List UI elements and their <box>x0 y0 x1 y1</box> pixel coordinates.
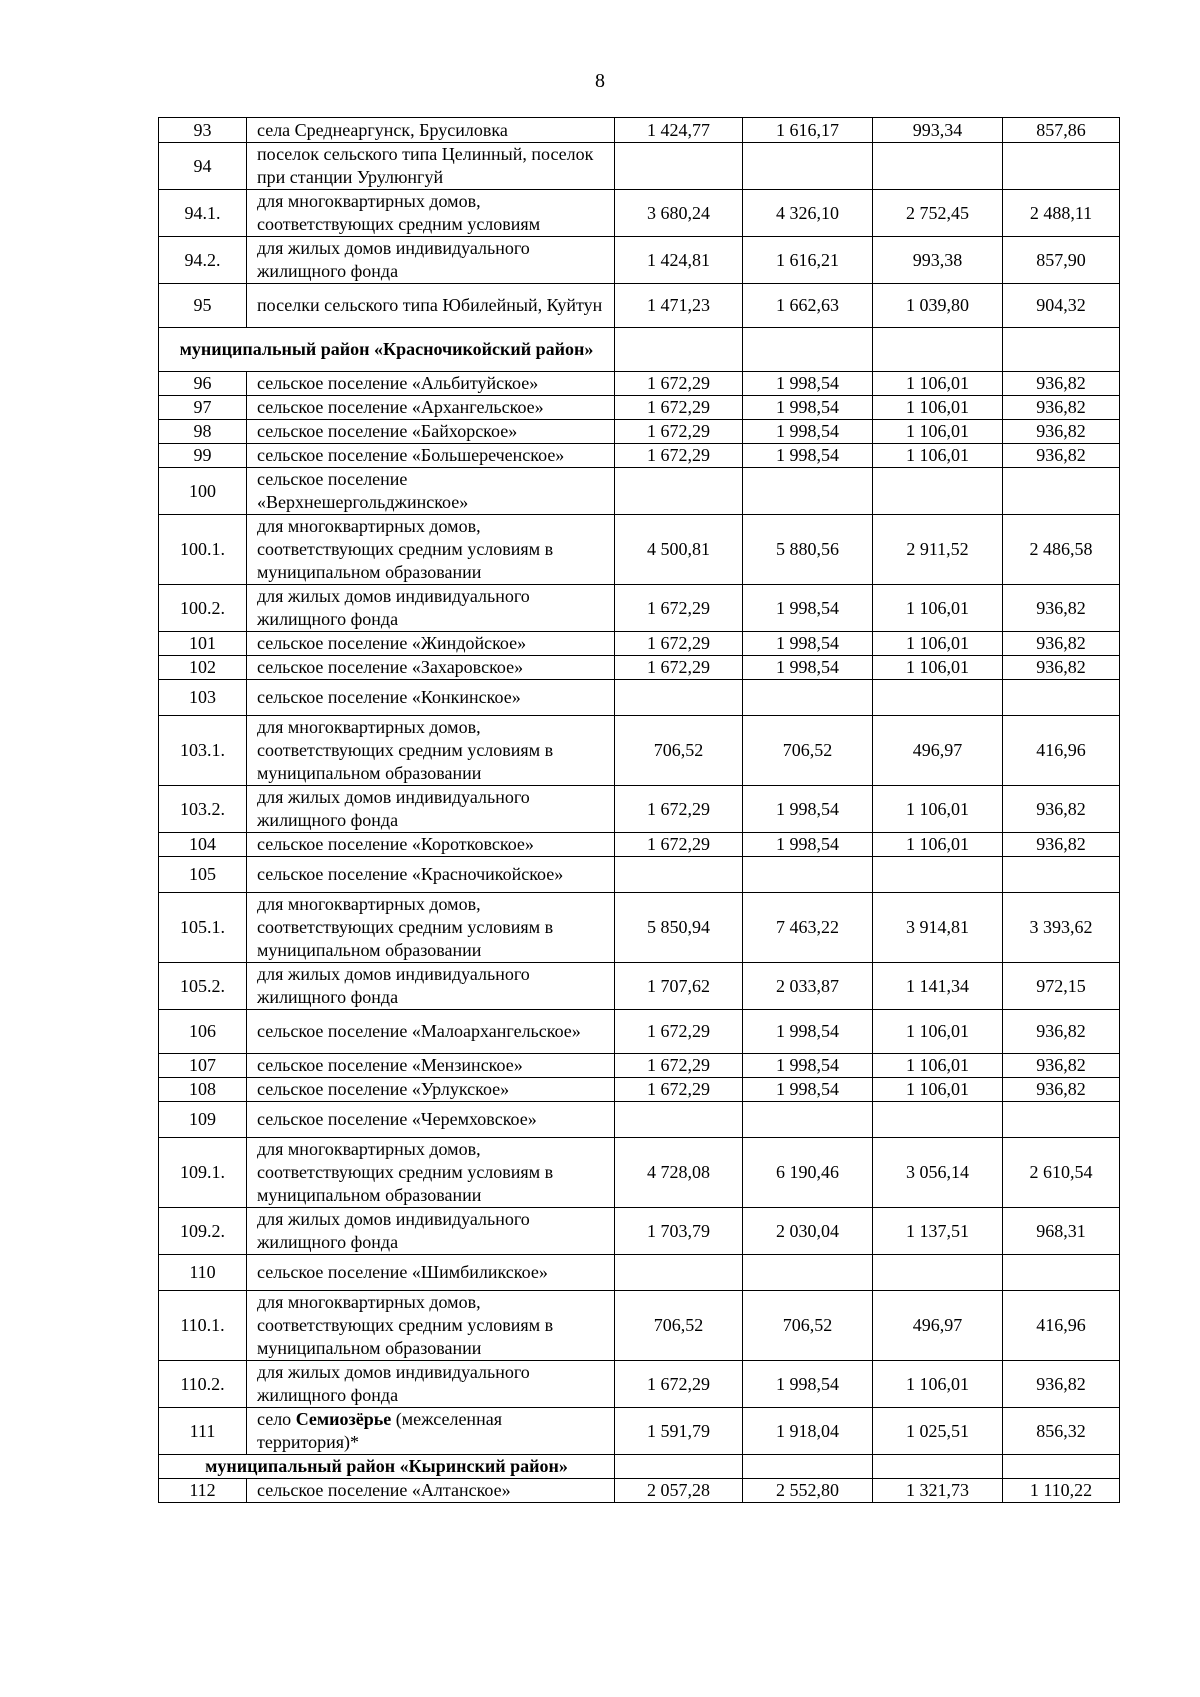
row-number: 109 <box>159 1102 247 1138</box>
table-row <box>159 444 1120 468</box>
value-cell: 1 106,01 <box>873 1054 1003 1078</box>
row-number: 100.1. <box>159 515 247 585</box>
value-cell: 1 998,54 <box>743 585 873 632</box>
value-cell: 706,52 <box>743 1291 873 1361</box>
row-number: 101 <box>159 632 247 656</box>
value-cell: 1 672,29 <box>615 1010 743 1054</box>
value-cell: 1 424,81 <box>615 237 743 284</box>
value-cell: 3 056,14 <box>873 1138 1003 1208</box>
value-cell: 1 998,54 <box>743 632 873 656</box>
table-row <box>159 1138 1120 1208</box>
value-cell: 1 471,23 <box>615 284 743 328</box>
value-cell <box>615 857 743 893</box>
settlement-name: для многоквартирных домов, соответствующих средним условиям <box>247 190 615 237</box>
district-heading: муниципальный район «Красночикойский район» <box>159 328 615 372</box>
row-number: 109.2. <box>159 1208 247 1255</box>
value-cell: 1 672,29 <box>615 1078 743 1102</box>
row-number: 105.1. <box>159 893 247 963</box>
settlement-name: сельское поселение «Малоархангельское» <box>247 1010 615 1054</box>
empty-cell <box>1003 1455 1120 1479</box>
settlement-name: для жилых домов индивидуального жилищного фонда <box>247 1208 615 1255</box>
settlement-name: поселок сельского типа Целинный, поселок при станции Урулюнгуй <box>247 143 615 190</box>
value-cell <box>1003 143 1120 190</box>
settlement-name: для жилых домов индивидуального жилищного фонда <box>247 585 615 632</box>
value-cell: 2 552,80 <box>743 1479 873 1503</box>
value-cell: 1 998,54 <box>743 396 873 420</box>
table-row <box>159 284 1120 328</box>
name-suffix: (межселенная территория)* <box>257 1409 502 1452</box>
row-number: 110 <box>159 1255 247 1291</box>
value-cell: 416,96 <box>1003 1291 1120 1361</box>
settlement-name: сельское поселение «Байхорское» <box>247 420 615 444</box>
row-number: 112 <box>159 1479 247 1503</box>
settlement-name: сельское поселение «Коротковское» <box>247 833 615 857</box>
value-cell: 856,32 <box>1003 1408 1120 1455</box>
value-cell <box>1003 1102 1120 1138</box>
value-cell: 1 672,29 <box>615 396 743 420</box>
value-cell: 5 850,94 <box>615 893 743 963</box>
value-cell: 936,82 <box>1003 585 1120 632</box>
value-cell: 936,82 <box>1003 372 1120 396</box>
value-cell: 3 393,62 <box>1003 893 1120 963</box>
value-cell: 972,15 <box>1003 963 1120 1010</box>
value-cell: 1 106,01 <box>873 632 1003 656</box>
value-cell: 2 752,45 <box>873 190 1003 237</box>
table-row <box>159 893 1120 963</box>
settlement-name: сельское поселение «Большереченское» <box>247 444 615 468</box>
value-cell: 1 672,29 <box>615 656 743 680</box>
value-cell: 936,82 <box>1003 786 1120 833</box>
value-cell: 936,82 <box>1003 1010 1120 1054</box>
empty-cell <box>743 1455 873 1479</box>
value-cell <box>873 857 1003 893</box>
value-cell <box>615 680 743 716</box>
value-cell: 1 672,29 <box>615 585 743 632</box>
row-number: 103 <box>159 680 247 716</box>
value-cell: 1 672,29 <box>615 372 743 396</box>
row-number: 104 <box>159 833 247 857</box>
value-cell: 2 486,58 <box>1003 515 1120 585</box>
value-cell: 968,31 <box>1003 1208 1120 1255</box>
value-cell: 1 321,73 <box>873 1479 1003 1503</box>
value-cell: 1 672,29 <box>615 420 743 444</box>
value-cell: 936,82 <box>1003 1078 1120 1102</box>
table-row <box>159 585 1120 632</box>
empty-cell <box>873 328 1003 372</box>
tariff-table <box>158 117 1120 1503</box>
table-row <box>159 372 1120 396</box>
row-number: 103.1. <box>159 716 247 786</box>
settlement-name: для жилых домов индивидуального жилищного фонда <box>247 963 615 1010</box>
table-row <box>159 396 1120 420</box>
table-row <box>159 1361 1120 1408</box>
value-cell <box>1003 468 1120 515</box>
table-row <box>159 632 1120 656</box>
value-cell: 2 911,52 <box>873 515 1003 585</box>
value-cell: 2 488,11 <box>1003 190 1120 237</box>
value-cell: 4 326,10 <box>743 190 873 237</box>
value-cell: 416,96 <box>1003 716 1120 786</box>
district-heading: муниципальный район «Кыринский район» <box>159 1455 615 1479</box>
value-cell: 1 141,34 <box>873 963 1003 1010</box>
table-row <box>159 237 1120 284</box>
value-cell: 1 110,22 <box>1003 1479 1120 1503</box>
settlement-name: села Среднеаргунск, Брусиловка <box>247 118 615 143</box>
value-cell: 1 616,21 <box>743 237 873 284</box>
value-cell: 1 106,01 <box>873 1361 1003 1408</box>
value-cell: 936,82 <box>1003 1054 1120 1078</box>
value-cell: 1 918,04 <box>743 1408 873 1455</box>
value-cell <box>615 1255 743 1291</box>
value-cell: 1 106,01 <box>873 1078 1003 1102</box>
value-cell: 1 106,01 <box>873 444 1003 468</box>
row-number: 109.1. <box>159 1138 247 1208</box>
row-number: 102 <box>159 656 247 680</box>
row-number: 95 <box>159 284 247 328</box>
row-number: 106 <box>159 1010 247 1054</box>
row-number: 107 <box>159 1054 247 1078</box>
value-cell: 1 998,54 <box>743 372 873 396</box>
row-number: 98 <box>159 420 247 444</box>
settlement-name: для многоквартирных домов, соответствующих средним условиям в муниципальном образовании <box>247 1138 615 1208</box>
table-row <box>159 1291 1120 1361</box>
row-number: 110.2. <box>159 1361 247 1408</box>
empty-cell <box>873 1455 1003 1479</box>
settlement-name <box>247 1408 615 1455</box>
row-number: 97 <box>159 396 247 420</box>
table-row <box>159 1054 1120 1078</box>
value-cell <box>873 143 1003 190</box>
value-cell: 496,97 <box>873 716 1003 786</box>
settlement-name: сельское поселение «Захаровское» <box>247 656 615 680</box>
value-cell: 1 703,79 <box>615 1208 743 1255</box>
value-cell: 993,34 <box>873 118 1003 143</box>
value-cell: 1 662,63 <box>743 284 873 328</box>
settlement-name: для многоквартирных домов, соответствующих средним условиям в муниципальном образовании <box>247 515 615 585</box>
table-row <box>159 420 1120 444</box>
table-row <box>159 857 1120 893</box>
value-cell: 4 728,08 <box>615 1138 743 1208</box>
empty-cell <box>743 328 873 372</box>
value-cell: 936,82 <box>1003 396 1120 420</box>
row-number: 93 <box>159 118 247 143</box>
value-cell <box>873 1255 1003 1291</box>
value-cell: 1 672,29 <box>615 833 743 857</box>
value-cell: 1 106,01 <box>873 396 1003 420</box>
table-row <box>159 190 1120 237</box>
table-row <box>159 680 1120 716</box>
value-cell <box>615 468 743 515</box>
empty-cell <box>615 328 743 372</box>
name-bold: Семиозёрье <box>295 1409 392 1429</box>
value-cell: 1 998,54 <box>743 656 873 680</box>
value-cell: 2 057,28 <box>615 1479 743 1503</box>
settlement-name: для жилых домов индивидуального жилищного фонда <box>247 1361 615 1408</box>
section-header-row <box>159 328 1120 372</box>
value-cell: 706,52 <box>743 716 873 786</box>
table-row <box>159 1010 1120 1054</box>
value-cell: 1 039,80 <box>873 284 1003 328</box>
row-number: 103.2. <box>159 786 247 833</box>
value-cell: 1 137,51 <box>873 1208 1003 1255</box>
row-number: 94 <box>159 143 247 190</box>
value-cell <box>873 680 1003 716</box>
value-cell: 1 106,01 <box>873 420 1003 444</box>
table-row <box>159 515 1120 585</box>
value-cell: 1 672,29 <box>615 786 743 833</box>
value-cell: 857,90 <box>1003 237 1120 284</box>
settlement-name: сельское поселение «Алтанское» <box>247 1479 615 1503</box>
value-cell: 5 880,56 <box>743 515 873 585</box>
value-cell: 1 106,01 <box>873 585 1003 632</box>
value-cell: 857,86 <box>1003 118 1120 143</box>
table-row <box>159 656 1120 680</box>
value-cell: 1 998,54 <box>743 444 873 468</box>
value-cell: 936,82 <box>1003 444 1120 468</box>
value-cell: 2 030,04 <box>743 1208 873 1255</box>
settlement-name: сельское поселение «Архангельское» <box>247 396 615 420</box>
value-cell <box>743 1255 873 1291</box>
table-row <box>159 833 1120 857</box>
row-number: 94.1. <box>159 190 247 237</box>
value-cell: 1 672,29 <box>615 632 743 656</box>
row-number: 110.1. <box>159 1291 247 1361</box>
table-row <box>159 1255 1120 1291</box>
value-cell: 1 106,01 <box>873 1010 1003 1054</box>
value-cell <box>743 857 873 893</box>
value-cell: 1 672,29 <box>615 1361 743 1408</box>
value-cell: 1 591,79 <box>615 1408 743 1455</box>
value-cell: 904,32 <box>1003 284 1120 328</box>
value-cell: 7 463,22 <box>743 893 873 963</box>
table-row <box>159 143 1120 190</box>
row-number: 100 <box>159 468 247 515</box>
value-cell: 1 998,54 <box>743 1010 873 1054</box>
table-row <box>159 468 1120 515</box>
value-cell: 2 610,54 <box>1003 1138 1120 1208</box>
row-number: 96 <box>159 372 247 396</box>
settlement-name: для многоквартирных домов, соответствующих средним условиям в муниципальном образовании <box>247 893 615 963</box>
value-cell: 936,82 <box>1003 632 1120 656</box>
table-row <box>159 1208 1120 1255</box>
value-cell: 1 998,54 <box>743 420 873 444</box>
table-row <box>159 1102 1120 1138</box>
settlement-name: для жилых домов индивидуального жилищного фонда <box>247 237 615 284</box>
empty-cell <box>1003 328 1120 372</box>
table-row <box>159 716 1120 786</box>
name-prefix: село <box>257 1409 296 1429</box>
value-cell: 1 672,29 <box>615 444 743 468</box>
value-cell: 936,82 <box>1003 833 1120 857</box>
value-cell: 1 672,29 <box>615 1054 743 1078</box>
value-cell: 1 998,54 <box>743 833 873 857</box>
row-number: 100.2. <box>159 585 247 632</box>
value-cell <box>615 143 743 190</box>
value-cell: 1 025,51 <box>873 1408 1003 1455</box>
value-cell <box>743 468 873 515</box>
value-cell: 706,52 <box>615 1291 743 1361</box>
empty-cell <box>615 1455 743 1479</box>
value-cell: 1 106,01 <box>873 656 1003 680</box>
value-cell <box>743 1102 873 1138</box>
value-cell: 1 998,54 <box>743 1361 873 1408</box>
row-number: 94.2. <box>159 237 247 284</box>
value-cell: 993,38 <box>873 237 1003 284</box>
value-cell: 706,52 <box>615 716 743 786</box>
table-row <box>159 1408 1120 1455</box>
settlement-name: поселки сельского типа Юбилейный, Куйтун <box>247 284 615 328</box>
section-header-row <box>159 1455 1120 1479</box>
value-cell: 496,97 <box>873 1291 1003 1361</box>
settlement-name: сельское поселение «Шимбиликское» <box>247 1255 615 1291</box>
value-cell <box>1003 1255 1120 1291</box>
value-cell: 936,82 <box>1003 420 1120 444</box>
value-cell: 1 707,62 <box>615 963 743 1010</box>
row-number: 105 <box>159 857 247 893</box>
settlement-name: сельское поселение «Альбитуйское» <box>247 372 615 396</box>
value-cell <box>873 468 1003 515</box>
table-row <box>159 963 1120 1010</box>
table-row <box>159 1479 1120 1503</box>
value-cell <box>743 143 873 190</box>
settlement-name: сельское поселение «Конкинское» <box>247 680 615 716</box>
value-cell <box>743 680 873 716</box>
value-cell <box>1003 680 1120 716</box>
table-row <box>159 786 1120 833</box>
table-row <box>159 1078 1120 1102</box>
value-cell: 1 998,54 <box>743 1078 873 1102</box>
value-cell <box>873 1102 1003 1138</box>
value-cell <box>1003 857 1120 893</box>
value-cell: 1 106,01 <box>873 372 1003 396</box>
settlement-name: сельское поселение «Верхнешергольджинское» <box>247 468 615 515</box>
table-row <box>159 118 1120 143</box>
value-cell: 1 106,01 <box>873 833 1003 857</box>
settlement-name: для жилых домов индивидуального жилищного фонда <box>247 786 615 833</box>
row-number: 105.2. <box>159 963 247 1010</box>
value-cell: 3 914,81 <box>873 893 1003 963</box>
row-number: 111 <box>159 1408 247 1455</box>
value-cell: 1 424,77 <box>615 118 743 143</box>
settlement-name: сельское поселение «Урлукское» <box>247 1078 615 1102</box>
page-number: 8 <box>595 70 605 92</box>
settlement-name: для многоквартирных домов, соответствующих средним условиям в муниципальном образовании <box>247 716 615 786</box>
value-cell: 1 106,01 <box>873 786 1003 833</box>
value-cell: 3 680,24 <box>615 190 743 237</box>
settlement-name: для многоквартирных домов, соответствующих средним условиям в муниципальном образовании <box>247 1291 615 1361</box>
settlement-name: сельское поселение «Черемховское» <box>247 1102 615 1138</box>
row-number: 99 <box>159 444 247 468</box>
settlement-name: сельское поселение «Красночикойское» <box>247 857 615 893</box>
value-cell <box>615 1102 743 1138</box>
value-cell: 6 190,46 <box>743 1138 873 1208</box>
value-cell: 4 500,81 <box>615 515 743 585</box>
row-number: 108 <box>159 1078 247 1102</box>
value-cell: 936,82 <box>1003 656 1120 680</box>
value-cell: 936,82 <box>1003 1361 1120 1408</box>
settlement-name: сельское поселение «Мензинское» <box>247 1054 615 1078</box>
value-cell: 1 998,54 <box>743 786 873 833</box>
settlement-name: сельское поселение «Жиндойское» <box>247 632 615 656</box>
value-cell: 1 616,17 <box>743 118 873 143</box>
value-cell: 1 998,54 <box>743 1054 873 1078</box>
value-cell: 2 033,87 <box>743 963 873 1010</box>
